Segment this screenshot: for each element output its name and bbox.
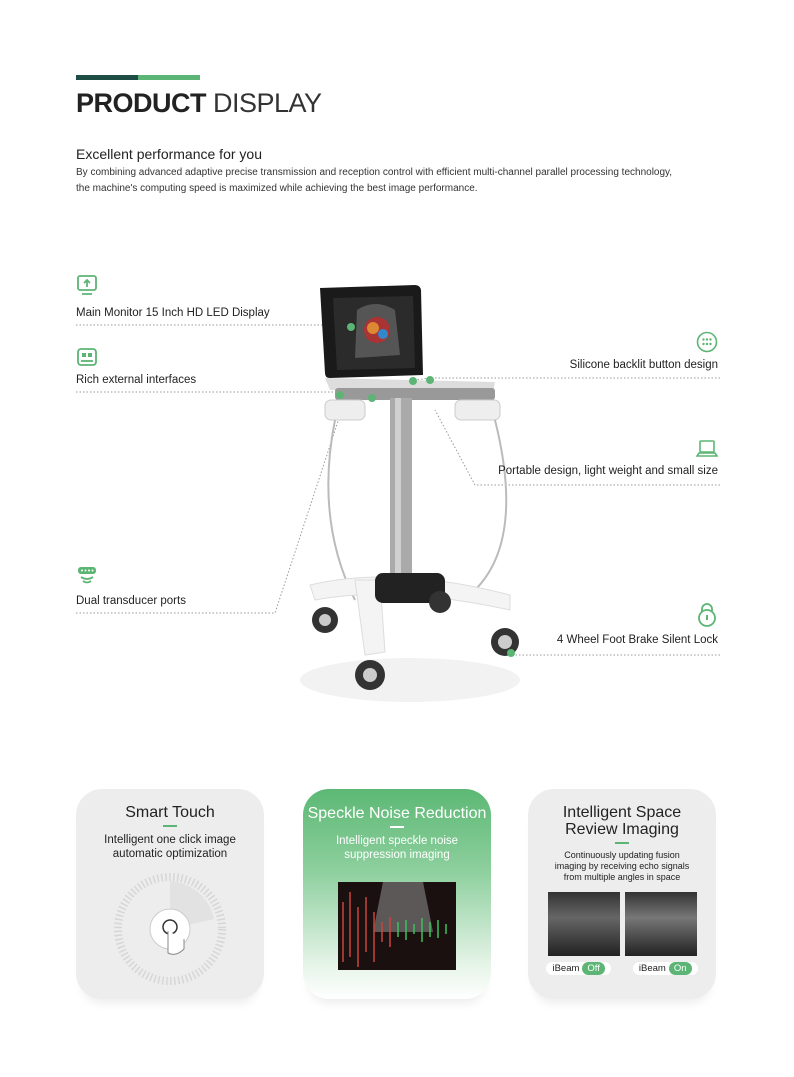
feature-label: Dual transducer ports bbox=[76, 595, 186, 607]
subtitle: Excellent performance for you bbox=[76, 146, 262, 162]
ultrasound-image-off bbox=[548, 892, 620, 956]
ibeam-off-badge: iBeam Off bbox=[546, 962, 610, 975]
feature-label: Portable design, light weight and small size bbox=[498, 465, 718, 477]
keypad-icon bbox=[696, 331, 718, 353]
card-space-review bbox=[528, 789, 716, 999]
ultrasound-cart-image bbox=[295, 280, 535, 720]
card-speckle-noise bbox=[303, 789, 491, 999]
lock-icon bbox=[696, 602, 718, 624]
card-title: Smart Touch bbox=[125, 804, 215, 821]
ultrasound-image-on bbox=[625, 892, 697, 956]
card-text: Intelligent speckle noise suppression imaging bbox=[335, 835, 459, 861]
title-underline bbox=[163, 825, 177, 827]
feature-label: 4 Wheel Foot Brake Silent Lock bbox=[556, 634, 718, 646]
feature-label: Rich external interfaces bbox=[76, 374, 197, 386]
description: By combining advanced adaptive precise transmission and reception control with efficient multi-channel parallel processing technology, the machine's computing speed is maximized while achieving the best image performance. bbox=[76, 167, 673, 194]
transducer-port-icon bbox=[76, 565, 98, 587]
card-text: Intelligent one click image automatic optimization bbox=[104, 834, 236, 860]
page-title: PRODUCT DISPLAY bbox=[76, 88, 322, 118]
card-title: Intelligent Space Review Imaging bbox=[562, 804, 682, 838]
card-smart-touch bbox=[76, 789, 264, 999]
feature-label: Main Monitor 15 Inch HD LED Display bbox=[76, 307, 270, 319]
interface-icon bbox=[76, 347, 98, 369]
monitor-icon bbox=[76, 274, 98, 296]
comparison-images bbox=[528, 892, 716, 956]
title-underline bbox=[615, 842, 629, 844]
title-underline bbox=[390, 826, 404, 828]
laptop-icon bbox=[696, 438, 718, 460]
speckle-waveform-image bbox=[338, 882, 456, 970]
feature-label: Silicone backlit button design bbox=[569, 359, 718, 371]
card-title: Speckle Noise Reduction bbox=[307, 805, 487, 822]
touch-dial-icon bbox=[110, 869, 230, 989]
card-text: Continuously updating fusion imaging by receiving echo signals from multiple angles in space bbox=[554, 850, 690, 882]
ibeam-on-badge: iBeam On bbox=[633, 962, 698, 975]
